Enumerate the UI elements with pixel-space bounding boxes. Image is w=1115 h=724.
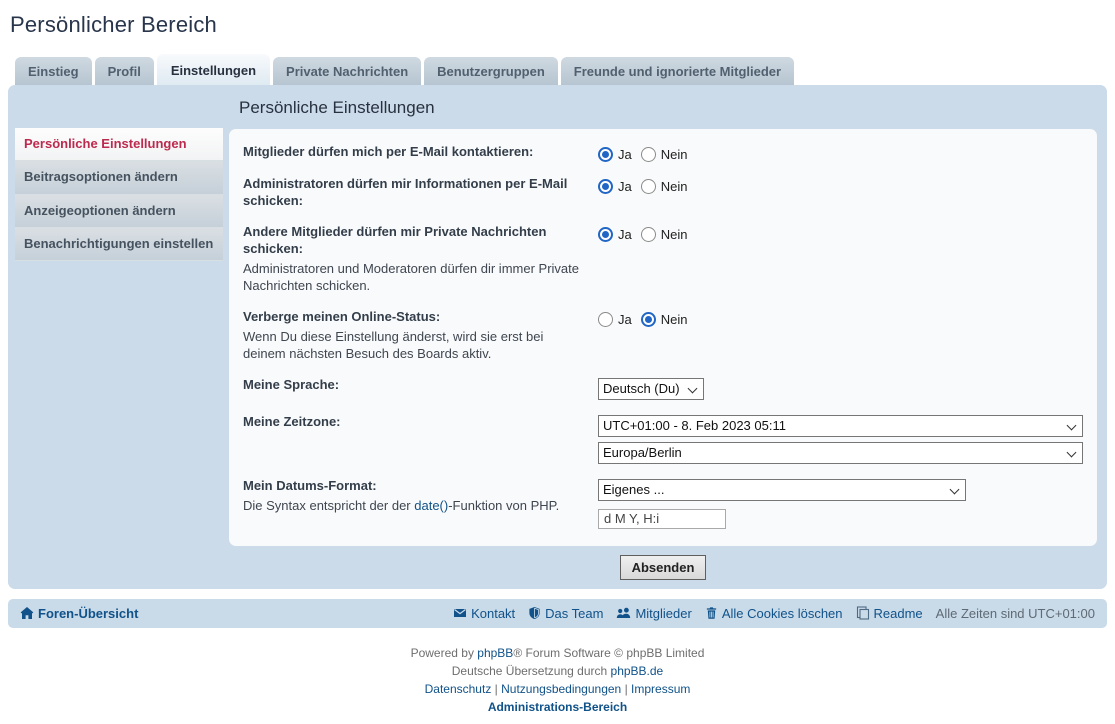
footer-link-label: Das Team	[545, 605, 604, 621]
powered-by-text: Powered by	[410, 645, 478, 660]
radio-label: Nein	[660, 147, 688, 162]
envelope-icon	[453, 606, 467, 620]
das-team-link[interactable]	[528, 606, 603, 621]
footer-link-label: Readme	[873, 605, 923, 621]
radio-option-nein[interactable]	[641, 147, 688, 162]
online-status-radio-group	[598, 312, 1083, 327]
kontakt-link[interactable]	[453, 606, 515, 621]
forum-overview-link[interactable]	[20, 606, 138, 621]
radio-label: Ja	[618, 179, 632, 194]
timezone-city-select[interactable]: Europa/Berlin	[598, 442, 1083, 464]
radio-icon[interactable]	[598, 147, 613, 162]
footer-link-label: Kontakt	[471, 605, 516, 621]
radio-option-ja[interactable]	[598, 312, 632, 327]
cookies-loeschen-link[interactable]	[705, 606, 843, 621]
radio-label: Ja	[618, 147, 632, 162]
legal-links-line	[8, 680, 1107, 698]
impressum-link[interactable]: Impressum	[631, 681, 691, 696]
panel-title: Persönliche Einstellungen	[239, 98, 435, 117]
radio-icon[interactable]	[641, 312, 656, 327]
tab-profil[interactable]: Profil	[95, 57, 154, 85]
timezone-note: Alle Zeiten sind UTC+01:00	[935, 605, 1095, 621]
radio-option-nein[interactable]	[641, 312, 688, 327]
form-row-timezone	[243, 405, 1083, 469]
admin-email-radio-group	[598, 179, 1083, 194]
copyright-block	[8, 644, 1107, 716]
field-label: Administratoren dürfen mir Informationen per E-Mail schicken:	[243, 176, 568, 208]
field-label: Meine Zeitzone:	[243, 413, 341, 429]
form-row-email-contact	[243, 135, 1083, 167]
sidebar-item-benachrichtigungen[interactable]: Benachrichtigungen einstellen	[15, 228, 223, 261]
description-text: -Funktion von PHP.	[448, 497, 560, 513]
radio-icon[interactable]	[641, 147, 656, 162]
pages-icon	[856, 606, 870, 620]
translation-text: Deutsche Übersetzung durch	[451, 663, 611, 678]
footer-links	[453, 606, 1095, 621]
form-row-private-messages	[243, 215, 1083, 300]
radio-label: Nein	[660, 179, 688, 194]
trash-icon	[705, 606, 718, 620]
footer-bar	[8, 599, 1107, 628]
radio-icon[interactable]	[641, 179, 656, 194]
tab-einstellungen[interactable]: Einstellungen	[157, 54, 270, 85]
tab-einstieg[interactable]: Einstieg	[15, 57, 92, 85]
radio-option-ja[interactable]	[598, 227, 632, 242]
field-description: Administratoren und Moderatoren dürfen dir immer Private Nachrichten schicken.	[243, 260, 579, 294]
users-icon	[616, 606, 631, 620]
home-icon	[20, 606, 34, 620]
tab-bar	[15, 54, 1107, 85]
date-function-link[interactable]: date()	[414, 497, 449, 513]
radio-option-ja[interactable]	[598, 147, 632, 162]
powered-by-line	[8, 644, 1107, 662]
datenschutz-link[interactable]: Datenschutz	[424, 681, 492, 696]
tab-freunde[interactable]: Freunde und ignorierte Mitglieder	[561, 57, 794, 85]
field-label: Andere Mitglieder dürfen mir Private Nachrichten schicken:	[243, 223, 547, 256]
radio-icon[interactable]	[598, 179, 613, 194]
radio-option-nein[interactable]	[641, 179, 688, 194]
form-row-language	[243, 368, 1083, 405]
radio-label: Ja	[618, 311, 632, 327]
separator: |	[624, 681, 628, 696]
form-row-admin-email	[243, 167, 1083, 215]
separator: |	[494, 681, 498, 696]
radio-icon[interactable]	[641, 227, 656, 242]
radio-option-nein[interactable]	[641, 227, 688, 242]
powered-by-suffix: ® Forum Software © phpBB Limited	[513, 645, 705, 660]
email-contact-radio-group	[598, 147, 1083, 162]
date-format-select[interactable]: Eigenes ...	[598, 479, 966, 501]
phpbb-link[interactable]: phpBB	[477, 645, 514, 660]
mitglieder-link[interactable]	[616, 606, 691, 621]
tab-private-nachrichten[interactable]: Private Nachrichten	[273, 57, 421, 85]
sidebar-item-persoenliche-einstellungen[interactable]: Persönliche Einstellungen	[15, 128, 223, 161]
tab-benutzergruppen[interactable]: Benutzergruppen	[424, 57, 558, 85]
field-label: Mein Datums-Format:	[243, 477, 377, 493]
settings-panel	[229, 129, 1097, 546]
field-label: Verberge meinen Online-Status:	[243, 308, 441, 324]
footer-link-label: Mitglieder	[635, 605, 692, 621]
submit-button[interactable]: Absenden	[620, 555, 707, 580]
field-description	[243, 497, 584, 515]
private-messages-radio-group	[598, 227, 1083, 242]
ucp-sidebar	[15, 128, 223, 580]
sidebar-item-beitragsoptionen[interactable]: Beitragsoptionen ändern	[15, 161, 223, 194]
page-title: Persönlicher Bereich	[10, 12, 217, 37]
forum-overview-label: Foren-Übersicht	[38, 605, 139, 621]
field-label: Mitglieder dürfen mich per E-Mail kontaktieren:	[243, 144, 534, 159]
radio-label: Ja	[618, 226, 632, 242]
ucp-main	[229, 85, 1097, 580]
submit-row	[229, 546, 1097, 580]
phpbb-de-link[interactable]: phpBB.de	[610, 663, 664, 678]
admin-line	[8, 698, 1107, 716]
field-label: Meine Sprache:	[243, 376, 340, 392]
ucp-container	[8, 85, 1107, 589]
radio-icon[interactable]	[598, 312, 613, 327]
form-row-online-status	[243, 300, 1083, 368]
readme-link[interactable]	[856, 606, 923, 621]
sidebar-item-anzeigeoptionen[interactable]: Anzeigeoptionen ändern	[15, 195, 223, 228]
radio-option-ja[interactable]	[598, 179, 632, 194]
translation-line	[8, 662, 1107, 680]
form-row-date-format	[243, 469, 1083, 534]
radio-icon[interactable]	[598, 227, 613, 242]
date-format-input[interactable]	[598, 509, 726, 529]
footer-link-label: Alle Cookies löschen	[721, 605, 843, 621]
language-select[interactable]: Deutsch (Du)	[598, 378, 704, 400]
administrations-bereich-link[interactable]: Administrations-Bereich	[487, 699, 628, 714]
field-description: Wenn Du diese Einstellung änderst, wird sie erst bei deinem nächsten Besuch des Boards aktiv.	[243, 328, 544, 362]
radio-label: Nein	[660, 311, 688, 327]
shield-icon	[528, 606, 541, 620]
description-text: Die Syntax entspricht der der	[243, 497, 415, 513]
timezone-offset-select[interactable]: UTC+01:00 - 8. Feb 2023 05:11	[598, 415, 1083, 437]
radio-label: Nein	[660, 226, 688, 242]
nutzungsbedingungen-link[interactable]: Nutzungsbedingungen	[501, 681, 622, 696]
